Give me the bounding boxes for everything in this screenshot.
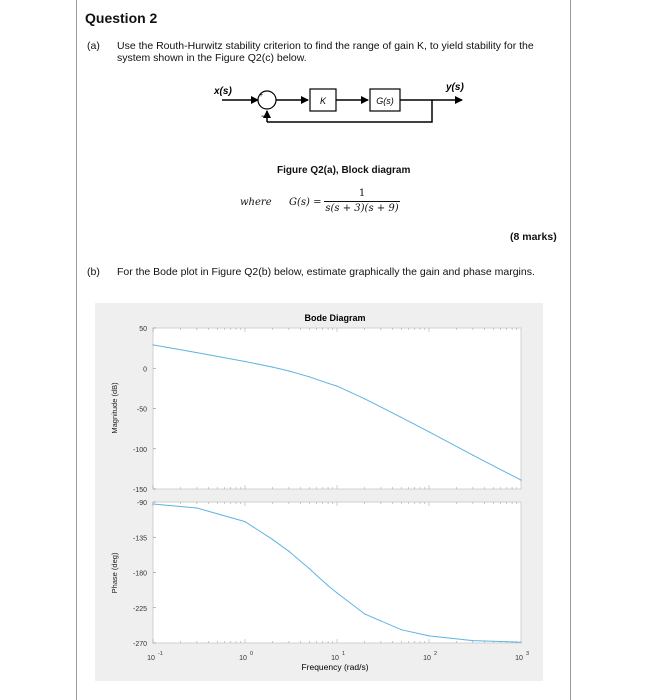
magnitude-data-point <box>288 370 289 371</box>
magnitude-y-tick-label: -100 <box>132 446 147 454</box>
page-border-left <box>76 0 77 700</box>
fraction-bar <box>324 201 400 202</box>
phase-data-point <box>272 539 273 540</box>
phase-y-tick-label: -270 <box>132 641 147 648</box>
magnitude-data-point <box>309 376 310 377</box>
equation-lhs: G(s) = <box>289 197 322 208</box>
magnitude-data-point <box>401 417 402 418</box>
sum-plus-sign: + <box>259 92 264 99</box>
x-axis-label: Frequency (rad/s) <box>301 662 369 672</box>
part-a-label: (a) <box>87 40 100 52</box>
magnitude-data-point <box>520 480 521 481</box>
equation-where: where <box>240 197 272 208</box>
phase-y-tick-label: -135 <box>132 535 147 543</box>
output-label: y(s) <box>446 82 464 93</box>
magnitude-data-point <box>364 398 365 399</box>
magnitude-data-point <box>272 367 273 368</box>
phase-data-point <box>288 551 289 552</box>
part-a-text-line2: system shown in the Figure Q2(c) below. <box>117 52 307 64</box>
phase-y-tick-label: -180 <box>132 570 147 578</box>
magnitude-y-tick-label: 50 <box>139 326 147 333</box>
phase-data-point <box>401 629 402 630</box>
phase-data-point <box>152 503 153 504</box>
gain-block-label: K <box>319 96 327 106</box>
x-tick-exponent: -1 <box>158 651 163 657</box>
magnitude-data-point <box>196 352 197 353</box>
x-tick-label: 10 <box>423 655 431 662</box>
phase-data-point <box>472 640 473 641</box>
phase-data-point <box>336 592 337 593</box>
block-diagram <box>200 78 480 148</box>
equation-numerator: 1 <box>358 188 366 199</box>
phase-data-point <box>327 585 328 586</box>
phase-y-axis-label: Phase (deg) <box>110 552 119 594</box>
figure-caption: Figure Q2(a), Block diagram <box>277 165 411 176</box>
x-tick-label: 10 <box>147 655 155 662</box>
magnitude-axes-box <box>153 328 521 489</box>
sum-minus-sign: - <box>261 111 265 122</box>
x-tick-exponent: 2 <box>434 651 438 657</box>
magnitude-data-point <box>327 383 328 384</box>
magnitude-data-point <box>152 344 153 345</box>
plant-block-label: G(s) <box>376 96 394 106</box>
part-b-label: (b) <box>87 266 100 278</box>
bode-plot <box>95 303 543 681</box>
x-tick-exponent: 1 <box>342 651 346 657</box>
phase-y-tick-label: -225 <box>132 605 147 613</box>
part-b-text: For the Bode plot in Figure Q2(b) below, estimate graphically the gain and phase margins. <box>117 266 535 278</box>
phase-data-point <box>428 635 429 636</box>
magnitude-data-point <box>244 361 245 362</box>
x-tick-label: 10 <box>515 655 523 662</box>
magnitude-data-point <box>428 431 429 432</box>
input-label: x(s) <box>214 86 232 97</box>
feedback-path <box>267 100 432 122</box>
magnitude-y-tick-label: 0 <box>143 366 147 374</box>
part-a-text-line1: Use the Routh-Hurwitz stability criterion to find the range of gain K, to yield stability for the <box>117 40 534 52</box>
x-tick-exponent: 0 <box>250 651 254 657</box>
x-tick-exponent: 3 <box>526 651 530 657</box>
frequency-axis <box>147 651 529 662</box>
question-title: Question 2 <box>85 10 158 26</box>
phase-data-point <box>244 521 245 522</box>
phase-axes-box <box>153 502 521 643</box>
equation-denominator: s(s + 3)(s + 9) <box>325 203 399 214</box>
magnitude-y-axis-label: Magnitude (dB) <box>110 382 119 434</box>
phase-data-point <box>364 613 365 614</box>
magnitude-data-point <box>472 455 473 456</box>
phase-data-point <box>309 568 310 569</box>
magnitude-subplot <box>110 326 522 494</box>
chart-title: Bode Diagram <box>304 313 366 323</box>
phase-data-point <box>520 642 521 643</box>
page-border-right <box>570 0 571 700</box>
marks-label: (8 marks) <box>510 231 557 243</box>
phase-y-tick-label: -90 <box>136 500 147 507</box>
magnitude-y-tick-label: -150 <box>132 487 147 494</box>
phase-data-point <box>196 507 197 508</box>
x-tick-label: 10 <box>331 655 339 662</box>
x-tick-label: 10 <box>239 655 247 662</box>
bode-plot-figure <box>95 303 543 681</box>
phase-subplot <box>110 500 522 648</box>
magnitude-data-point <box>336 386 337 387</box>
magnitude-y-tick-label: -50 <box>136 406 147 414</box>
